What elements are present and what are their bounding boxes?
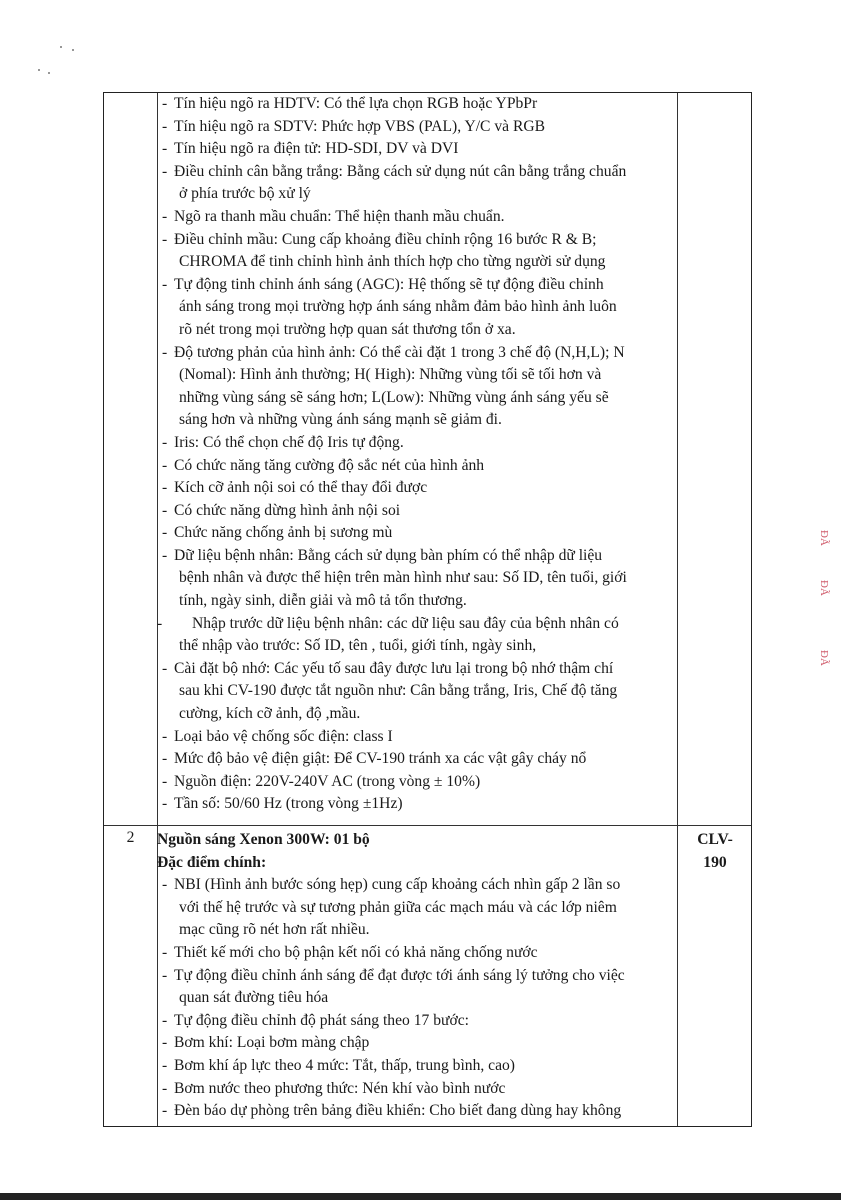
- bullet-dash: -: [162, 966, 168, 984]
- list-item-text: Tín hiệu ngõ ra điện tử: HD-SDI, DV và DVI: [174, 140, 459, 158]
- bullet-dash: -: [162, 456, 168, 474]
- list-item-text: Có chức năng dừng hình ảnh nội soi: [174, 501, 401, 519]
- bullet-dash: -: [162, 750, 168, 768]
- list-item: [157, 432, 677, 455]
- list-item: [157, 680, 677, 703]
- list-item: [157, 138, 677, 161]
- list-item: [157, 793, 677, 816]
- row2-items: [157, 874, 677, 1123]
- bullet-dash: -: [162, 1102, 168, 1120]
- bullet-dash: -: [162, 876, 168, 894]
- list-item: [157, 874, 677, 897]
- row2-subtitle: Đặc điểm chính:: [157, 853, 267, 871]
- list-item-text: sáng hơn và những vùng ánh sáng mạnh sẽ giảm đi.: [179, 411, 502, 429]
- list-item: [157, 1100, 677, 1123]
- list-item-text: Tự động điều chỉnh ánh sáng để đạt được tới ánh sáng lý tưởng cho việc: [174, 966, 625, 984]
- list-item-text: Bơm nước theo phương thức: Nén khí vào bình nước: [174, 1079, 506, 1097]
- list-item-text: Tự động tinh chỉnh ánh sáng (AGC): Hệ thống sẽ tự động điều chỉnh: [174, 275, 604, 293]
- list-item: [157, 748, 677, 771]
- list-item-text: NBI (Hình ảnh bước sóng hẹp) cung cấp khoảng cách nhìn gấp 2 lần so: [174, 876, 621, 894]
- list-item: [157, 726, 677, 749]
- list-item-text: Ngõ ra thanh mầu chuẩn: Thể hiện thanh mầu chuẩn.: [174, 207, 505, 225]
- list-item: [157, 703, 677, 726]
- list-item-text: CHROMA để tinh chỉnh hình ảnh thích hợp cho từng người sử dụng: [179, 253, 606, 271]
- list-item-text: Tần số: 50/60 Hz (trong vòng ±1Hz): [174, 795, 403, 813]
- list-item-text: sau khi CV-190 được tắt nguồn như: Cân bằng trắng, Iris, Chế độ tăng: [179, 682, 618, 700]
- row2-model: [677, 829, 753, 874]
- list-item: [157, 1010, 677, 1033]
- bullet-dash: -: [162, 1034, 168, 1052]
- list-item-text: Iris: Có thể chọn chế độ Iris tự động.: [174, 433, 404, 451]
- list-item: [157, 1078, 677, 1101]
- bullet-dash: -: [162, 230, 168, 248]
- list-item: [157, 1032, 677, 1055]
- list-item-text: rõ nét trong mọi trường hợp quan sát thương tổn ở xa.: [179, 320, 516, 338]
- stamp-mark: ĐÃ: [818, 650, 830, 666]
- list-item-text: Điều chỉnh cân bằng trắng: Bằng cách sử dụng nút cân bằng trắng chuẩn: [174, 162, 627, 180]
- list-item: [157, 771, 677, 794]
- list-item: [157, 93, 677, 116]
- list-item: [157, 206, 677, 229]
- list-item-text: Tín hiệu ngõ ra SDTV: Phức hợp VBS (PAL), Y/C và RGB: [174, 117, 546, 135]
- list-item: [157, 942, 677, 965]
- list-item: [157, 987, 677, 1010]
- list-item: [157, 296, 677, 319]
- stamp-mark: ĐÃ: [818, 580, 830, 596]
- list-item-text: bệnh nhân và được thể hiện trên màn hình như sau: Số ID, tên tuổi, giới: [179, 569, 627, 587]
- bullet-dash: -: [162, 479, 168, 497]
- list-item: [157, 409, 677, 432]
- row2-content: [157, 829, 677, 1123]
- list-item: [157, 613, 677, 636]
- list-item: [157, 477, 677, 500]
- bullet-dash: -: [162, 1079, 168, 1097]
- bullet-dash: -: [162, 546, 168, 564]
- list-item-text: Dữ liệu bệnh nhân: Bằng cách sử dụng bàn phím có thể nhập dữ liệu: [174, 546, 603, 564]
- list-item: [157, 251, 677, 274]
- list-item-text: cường, kích cỡ ảnh, độ ,mầu.: [179, 705, 361, 723]
- row2-model-line1: CLV-: [697, 831, 733, 848]
- list-item: [157, 567, 677, 590]
- bullet-dash: -: [162, 943, 168, 961]
- bullet-dash: -: [162, 1011, 168, 1029]
- list-item-text: Có chức năng tăng cường độ sắc nét của hình ảnh: [174, 456, 485, 474]
- list-item: [157, 342, 677, 365]
- bullet-dash: -: [162, 772, 168, 790]
- spec-table: [103, 92, 752, 1127]
- list-item: [157, 319, 677, 342]
- bullet-dash: -: [162, 343, 168, 361]
- list-item: [157, 455, 677, 478]
- list-item-text: quan sát đường tiêu hóa: [179, 989, 329, 1007]
- list-item-text: thể nhập vào trước: Số ID, tên , tuổi, giới tính, ngày sinh,: [179, 637, 537, 655]
- list-item: [157, 590, 677, 613]
- list-item-text: với thế hệ trước và sự tương phản giữa các mạch máu và các lớp niêm: [179, 898, 617, 916]
- bullet-dash: -: [162, 659, 168, 677]
- list-item-text: tính, ngày sinh, diễn giải và mô tả tổn thương.: [179, 592, 467, 610]
- list-item: [157, 919, 677, 942]
- list-item: [157, 522, 677, 545]
- row2-title: Nguồn sáng Xenon 300W: 01 bộ: [157, 831, 370, 848]
- list-item: [157, 635, 677, 658]
- row-divider: [104, 825, 751, 826]
- bullet-dash: -: [162, 95, 168, 112]
- list-item: [157, 387, 677, 410]
- stamp-mark: ĐÃ: [818, 530, 830, 546]
- list-item: [157, 965, 677, 988]
- list-item: [157, 364, 677, 387]
- list-item-text: Chức năng chống ảnh bị sương mù: [174, 524, 393, 542]
- bullet-dash: -: [162, 207, 168, 225]
- bullet-dash: -: [162, 275, 168, 293]
- bullet-dash: -: [162, 501, 168, 519]
- row2-model-line2: 190: [703, 853, 727, 871]
- list-item-text: Bơm khí: Loại bơm màng chập: [174, 1034, 370, 1052]
- bullet-dash: -: [162, 117, 168, 135]
- list-item: [157, 229, 677, 252]
- list-item-text: Thiết kế mới cho bộ phận kết nối có khả năng chống nước: [174, 943, 538, 961]
- list-item-text: Bơm khí áp lực theo 4 mức: Tắt, thấp, trung bình, cao): [174, 1056, 515, 1074]
- list-item: [157, 545, 677, 568]
- row1-content: [157, 93, 677, 816]
- bullet-dash: -: [162, 1056, 168, 1074]
- list-item-text: mạc cũng rõ nét hơn rất nhiều.: [179, 921, 370, 939]
- list-item-text: Điều chỉnh mầu: Cung cấp khoảng điều chỉnh rộng 16 bước R & B;: [174, 230, 597, 248]
- list-item: [157, 500, 677, 523]
- page-bottom-edge: [0, 1193, 841, 1200]
- list-item-text: Tự động điều chỉnh độ phát sáng theo 17 bước:: [174, 1011, 469, 1029]
- list-item-text: Đèn báo dự phòng trên bảng điều khiển: Cho biết đang dùng hay không: [174, 1102, 622, 1120]
- list-item-text: Nhập trước dữ liệu bệnh nhân: các dữ liệu sau đây của bệnh nhân có: [192, 614, 619, 632]
- list-item-text: Kích cỡ ảnh nội soi có thể thay đổi được: [174, 479, 428, 497]
- list-item-text: ở phía trước bộ xử lý: [179, 185, 311, 203]
- list-item: [157, 183, 677, 206]
- list-item-text: (Nomal): Hình ảnh thường; H( High): Những vùng tối sẽ tối hơn và: [179, 366, 602, 384]
- list-item-text: những vùng sáng sẽ sáng hơn; L(Low): Những vùng ánh sáng yếu sẽ: [179, 388, 609, 406]
- bullet-dash: -: [162, 433, 168, 451]
- list-item-text: Độ tương phản của hình ảnh: Có thể cài đặt 1 trong 3 chế độ (N,H,L); N: [174, 343, 625, 361]
- bullet-dash: -: [162, 727, 168, 745]
- list-item-text: Tín hiệu ngõ ra HDTV: Có thể lựa chọn RGB hoặc YPbPr: [174, 95, 538, 112]
- list-item: [157, 274, 677, 297]
- bullet-dash: -: [162, 162, 168, 180]
- list-item-text: Nguồn điện: 220V-240V AC (trong vòng ± 10%): [174, 772, 481, 790]
- list-item: [157, 897, 677, 920]
- list-item-text: Loại bảo vệ chống sốc điện: class I: [174, 727, 393, 745]
- list-item: [157, 658, 677, 681]
- list-item-text: ánh sáng trong mọi trường hợp ánh sáng nhằm đảm bảo hình ảnh luôn: [179, 298, 617, 316]
- list-item: [157, 1055, 677, 1078]
- bullet-dash: -: [157, 614, 163, 632]
- column-divider-model: [677, 93, 678, 1126]
- list-item: [157, 116, 677, 139]
- bullet-dash: -: [162, 140, 168, 158]
- row2-stt: 2: [126, 829, 135, 846]
- list-item-text: Cài đặt bộ nhớ: Các yếu tố sau đây được lưu lại trong bộ nhớ thậm chí: [174, 659, 614, 677]
- bullet-dash: -: [162, 795, 168, 813]
- bullet-dash: -: [162, 524, 168, 542]
- list-item: [157, 161, 677, 184]
- list-item-text: Mức độ bảo vệ điện giật: Để CV-190 tránh xa các vật gây cháy nổ: [174, 750, 587, 768]
